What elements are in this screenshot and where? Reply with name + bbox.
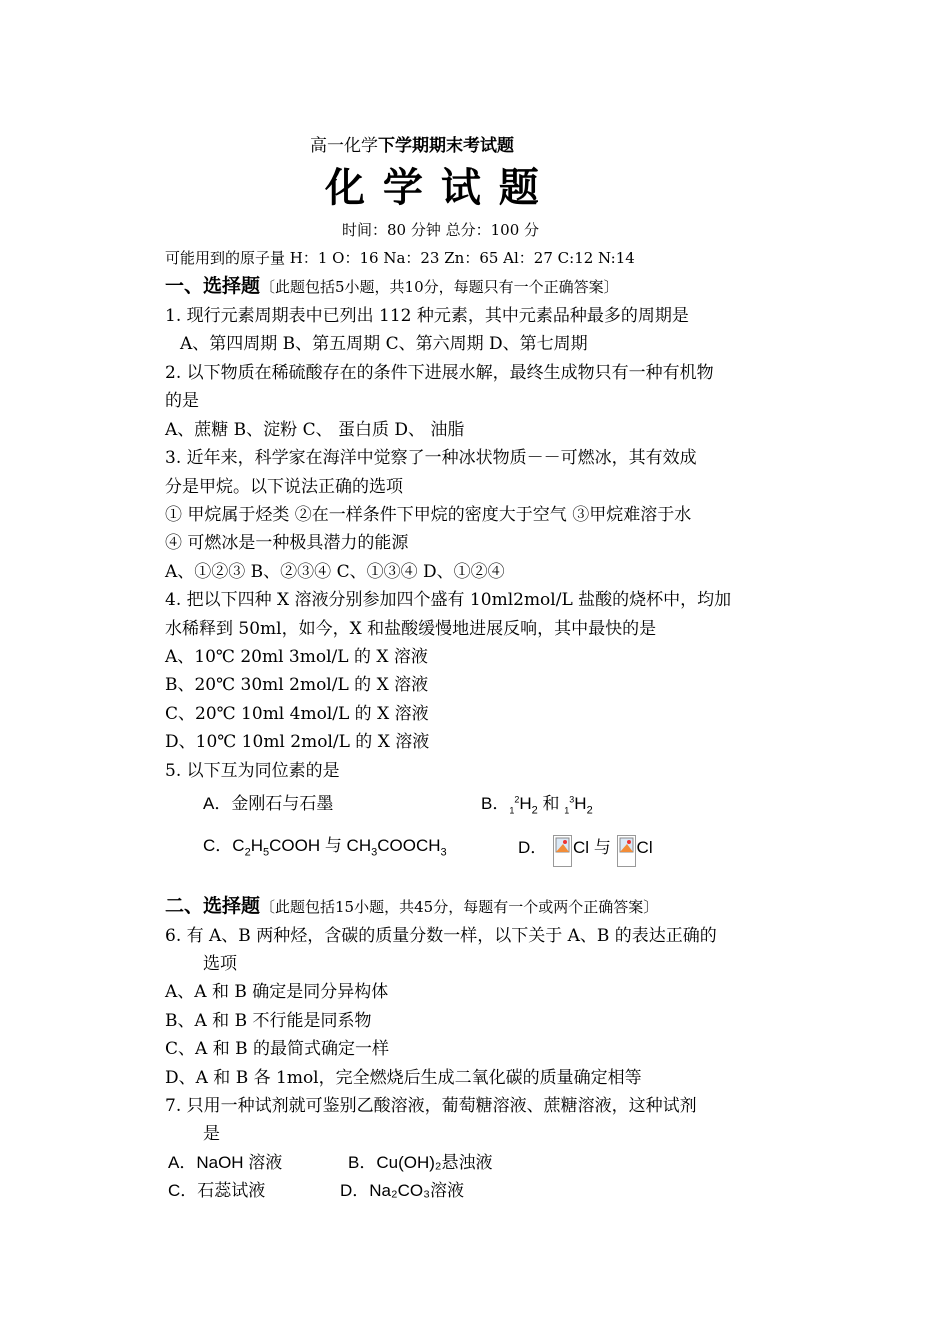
q3-options: A、①②③ B、②③④ C、①③④ D、①②④ [165, 562, 505, 582]
q5-option-d-cl-2: Cl [636, 838, 653, 857]
broken-image-icon [553, 835, 572, 867]
q5-option-b: B．$_1^2H_2$ 和 $_1^3H_2$ [481, 794, 593, 817]
time-info: 时间：80 分钟 总分：100 分 [342, 221, 540, 239]
q6-stem-2: 选项 [203, 954, 237, 974]
q7-option-b: B．Cu(OH)₂悬浊液 [348, 1153, 493, 1172]
q5-option-d-cl-1: Cl [573, 838, 590, 857]
q4-option-d: D、10℃ 10ml 2mol/L 的 X 溶液 [165, 732, 430, 752]
broken-image-icon [617, 835, 636, 867]
q5-option-a: A．金刚石与石墨 [203, 794, 334, 813]
atomic-masses: 可能用到的原子量 H：1 O：16 Na：23 Zn：65 Al：27 C:12 N:14 [165, 249, 635, 267]
q5-option-d-and: 与 [593, 838, 611, 857]
q6-option-b: B、A 和 B 不行能是同系物 [165, 1011, 372, 1031]
q4-option-b: B、20℃ 30ml 2mol/L 的 X 溶液 [165, 675, 429, 695]
q6-stem-1: 6. 有 A、B 两种烃，含碳的质量分数一样，以下关于 A、B 的表达正确的 [165, 926, 717, 946]
section2-note: 〔此题包括15小题，共45分，每题有一个或两个正确答案〕 [260, 898, 659, 916]
q1-options: A、第四周期 B、第五周期 C、第六周期 D、第七周期 [180, 334, 588, 354]
q4-option-a: A、10℃ 20ml 3mol/L 的 X 溶液 [165, 647, 428, 667]
q3-statement-2: ④ 可燃冰是一种极具潜力的能源 [165, 533, 409, 553]
q5-option-d-label: D． [518, 838, 548, 857]
q3-statement-1: ① 甲烷属于烃类 ②在一样条件下甲烷的密度大于空气 ③甲烷难溶于水 [165, 505, 692, 525]
q1-stem: 1. 现行元素周期表中已列出 112 种元素，其中元素品种最多的周期是 [165, 306, 689, 326]
q7-stem-1: 7. 只用一种试剂就可鉴别乙酸溶液，葡萄糖溶液、蔗糖溶液，这种试剂 [165, 1096, 697, 1116]
q2-options: A、蔗糖 B、淀粉 C、 蛋白质 D、 油脂 [165, 420, 465, 440]
q5-option-b-and: 和 [542, 794, 560, 813]
section2-heading-line [165, 896, 658, 918]
q6-option-d: D、A 和 B 各 1mol，完全燃烧后生成二氧化碳的质量确定相等 [165, 1068, 642, 1088]
q5-option-b-label: B． [481, 794, 510, 813]
q4-option-c: C、20℃ 10ml 4mol/L 的 X 溶液 [165, 704, 429, 724]
q3-stem-2: 分是甲烷。以下说法正确的选项 [165, 477, 403, 497]
q3-stem-1: 3. 近年来，科学家在海洋中觉察了一种冰状物质－－可燃冰，其有效成 [165, 448, 697, 468]
q4-stem-1: 4. 把以下四种 X 溶液分别参加四个盛有 10ml2mol/L 盐酸的烧杯中，均加 [165, 590, 732, 610]
q6-option-c: C、A 和 B 的最简式确定一样 [165, 1039, 389, 1059]
q6-option-a: A、A 和 B 确定是同分异构体 [165, 982, 389, 1002]
q2-stem-2: 的是 [165, 391, 199, 411]
q4-stem-2: 水稀释到 50ml，如今，X 和盐酸缓慢地进展反响，其中最快的是 [165, 619, 657, 639]
q7-stem-2: 是 [203, 1124, 220, 1144]
q5-option-c-label: C． [203, 836, 233, 855]
q5-option-d [518, 835, 653, 867]
q5-option-c: C．$C_2H_5COOH$ 与 $CH_3COOCH_3$ [203, 836, 447, 859]
section1-heading-line [165, 276, 619, 298]
q5-option-c-and: 与 [324, 836, 342, 855]
section2-heading: 二、选择题 [165, 896, 261, 917]
q7-option-d: D．Na₂CO₃溶液 [340, 1181, 465, 1200]
exam-subtitle [310, 135, 514, 157]
section1-note: 〔此题包括5小题，共10分，每题只有一个正确答案〕 [260, 278, 619, 296]
q5-stem: 5. 以下互为同位素的是 [165, 761, 340, 781]
subtitle-bold: 下学期期末考试题 [378, 136, 514, 156]
section1-heading: 一、选择题 [165, 276, 261, 297]
q7-option-c: C．石蕊试液 [168, 1181, 266, 1200]
q2-stem-1: 2. 以下物质在稀硫酸存在的条件下进展水解，最终生成物只有一种有机物 [165, 363, 714, 383]
q7-option-a: A．NaOH 溶液 [168, 1153, 283, 1172]
subtitle-prefix: 高一化学 [310, 136, 378, 156]
page-title: 化 学 试 题 [325, 164, 541, 211]
